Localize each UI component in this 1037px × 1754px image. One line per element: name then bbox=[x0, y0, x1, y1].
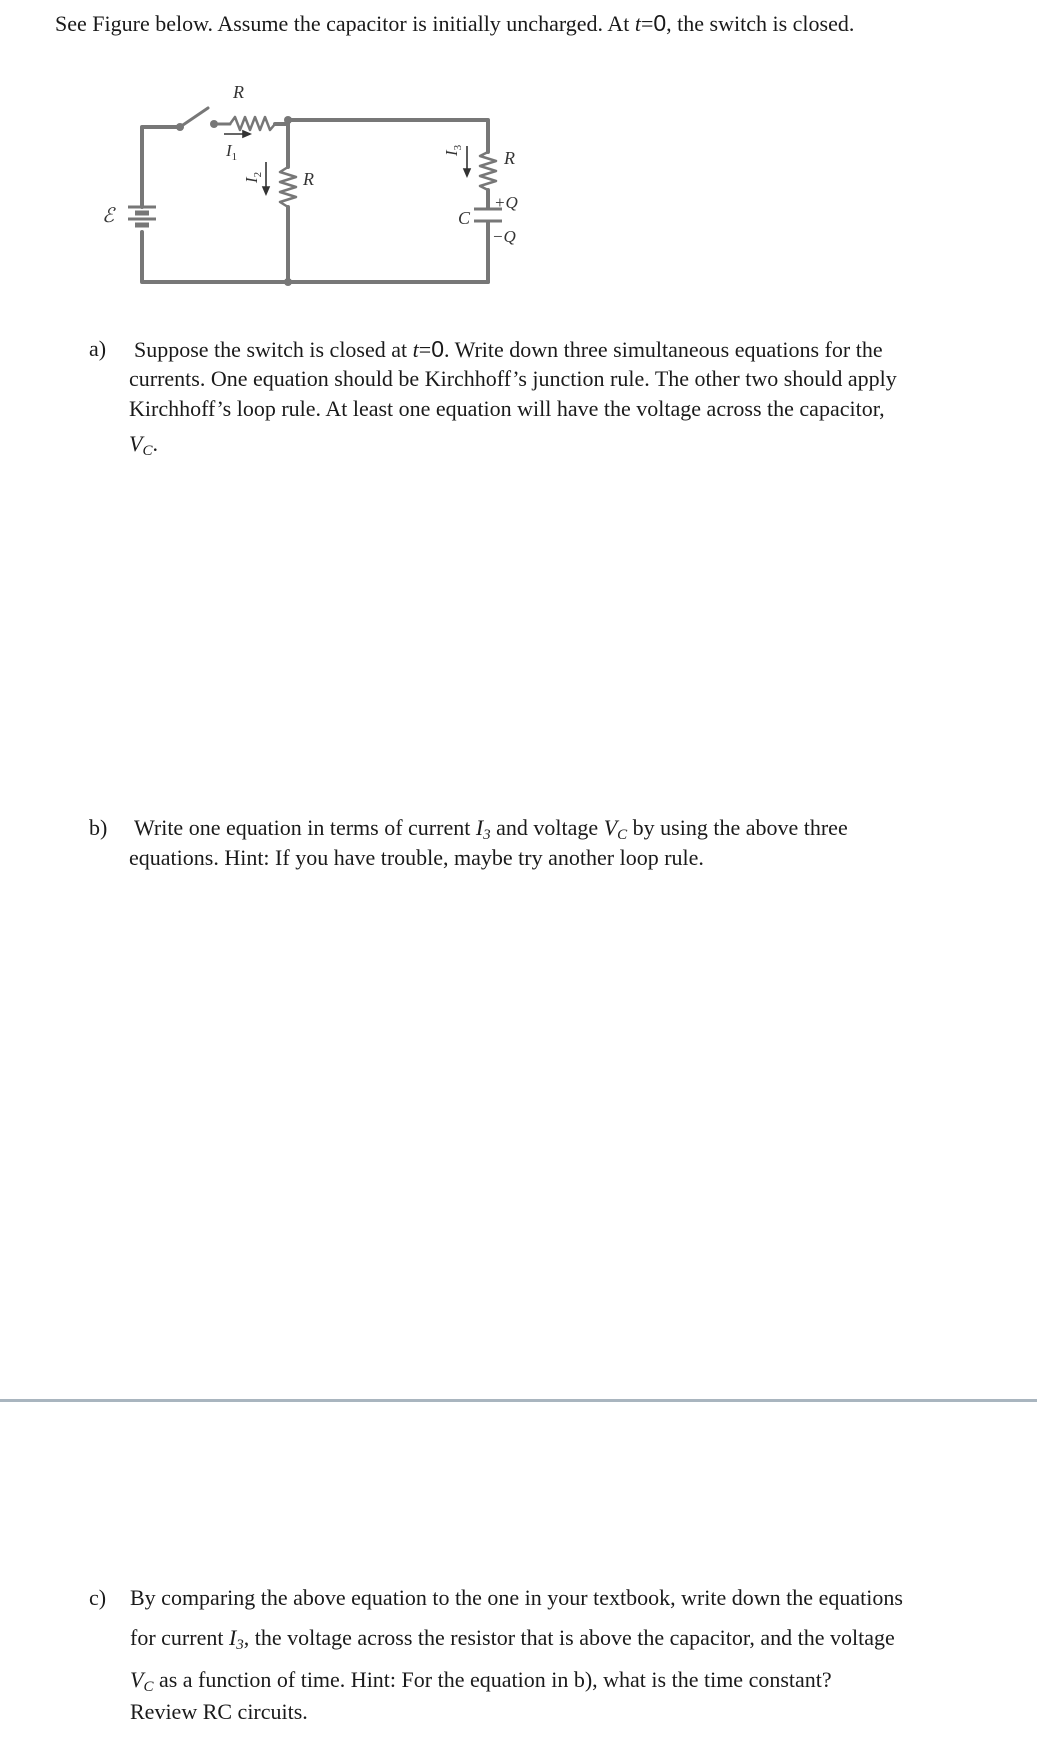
resistor-top bbox=[230, 117, 275, 130]
part-c-line-2: for current $I_3$, the voltage across the resistor that is above the capacitor, and the voltage bbox=[130, 1625, 895, 1653]
label-minus-q: −Q bbox=[492, 227, 516, 246]
resistor-right bbox=[480, 152, 496, 190]
wire-left-bottom bbox=[142, 232, 488, 282]
part-a-line-2: currents. One equation should be Kirchhoff’s junction rule. The other two should apply bbox=[129, 366, 897, 391]
part-b-letter: b) bbox=[89, 815, 108, 840]
label-i2: $I_2$ bbox=[242, 171, 264, 183]
resistor-middle bbox=[280, 167, 296, 207]
switch-arm bbox=[180, 108, 208, 127]
label-r-top: R bbox=[233, 82, 244, 102]
part-a-line-1: Suppose the switch is closed at t=0. Write down three simultaneous equations for the bbox=[134, 336, 883, 362]
circuit-diagram bbox=[100, 82, 520, 292]
junction-dot-top bbox=[284, 116, 292, 124]
part-a-line-3: Kirchhoff’s loop rule. At least one equation will have the voltage across the capacitor, bbox=[129, 396, 885, 421]
label-i1: $I_1$ bbox=[226, 141, 238, 163]
part-c-letter: c) bbox=[89, 1585, 107, 1610]
part-a-line-4: $V_C$. bbox=[129, 431, 158, 459]
label-plus-q: +Q bbox=[494, 193, 518, 212]
part-c-line-3: $V_C$ as a function of time. Hint: For the equation in b), what is the time constant? bbox=[130, 1667, 832, 1695]
arrow-i2-head bbox=[263, 187, 269, 194]
switch-dot-left bbox=[176, 123, 184, 131]
label-capacitor: C bbox=[458, 208, 471, 228]
part-c-line-1: By comparing the above equation to the one in your textbook, write down the equations bbox=[130, 1585, 903, 1610]
label-r-right: R bbox=[504, 148, 515, 168]
label-emf: ℰ bbox=[102, 205, 115, 227]
label-r-middle: R bbox=[303, 169, 314, 189]
wire-left-top bbox=[142, 127, 180, 207]
label-i3: $I_3$ bbox=[442, 144, 464, 156]
part-b-line-1: Write one equation in terms of current $I_3$ and voltage $V_C$ by using the above three bbox=[134, 815, 848, 843]
part-b-line-2: equations. Hint: If you have trouble, maybe try another loop rule. bbox=[129, 845, 704, 870]
part-c-line-4: Review RC circuits. bbox=[130, 1699, 308, 1724]
section-divider bbox=[0, 1399, 1037, 1402]
intro-text: See Figure below. Assume the capacitor is initially uncharged. At t=0, the switch is closed. bbox=[55, 10, 855, 36]
part-a-letter: a) bbox=[89, 336, 107, 361]
arrow-i3-head bbox=[464, 169, 470, 176]
junction-dot-bottom bbox=[284, 278, 292, 286]
arrow-i1-head bbox=[243, 131, 250, 137]
switch-dot-right bbox=[210, 120, 218, 128]
